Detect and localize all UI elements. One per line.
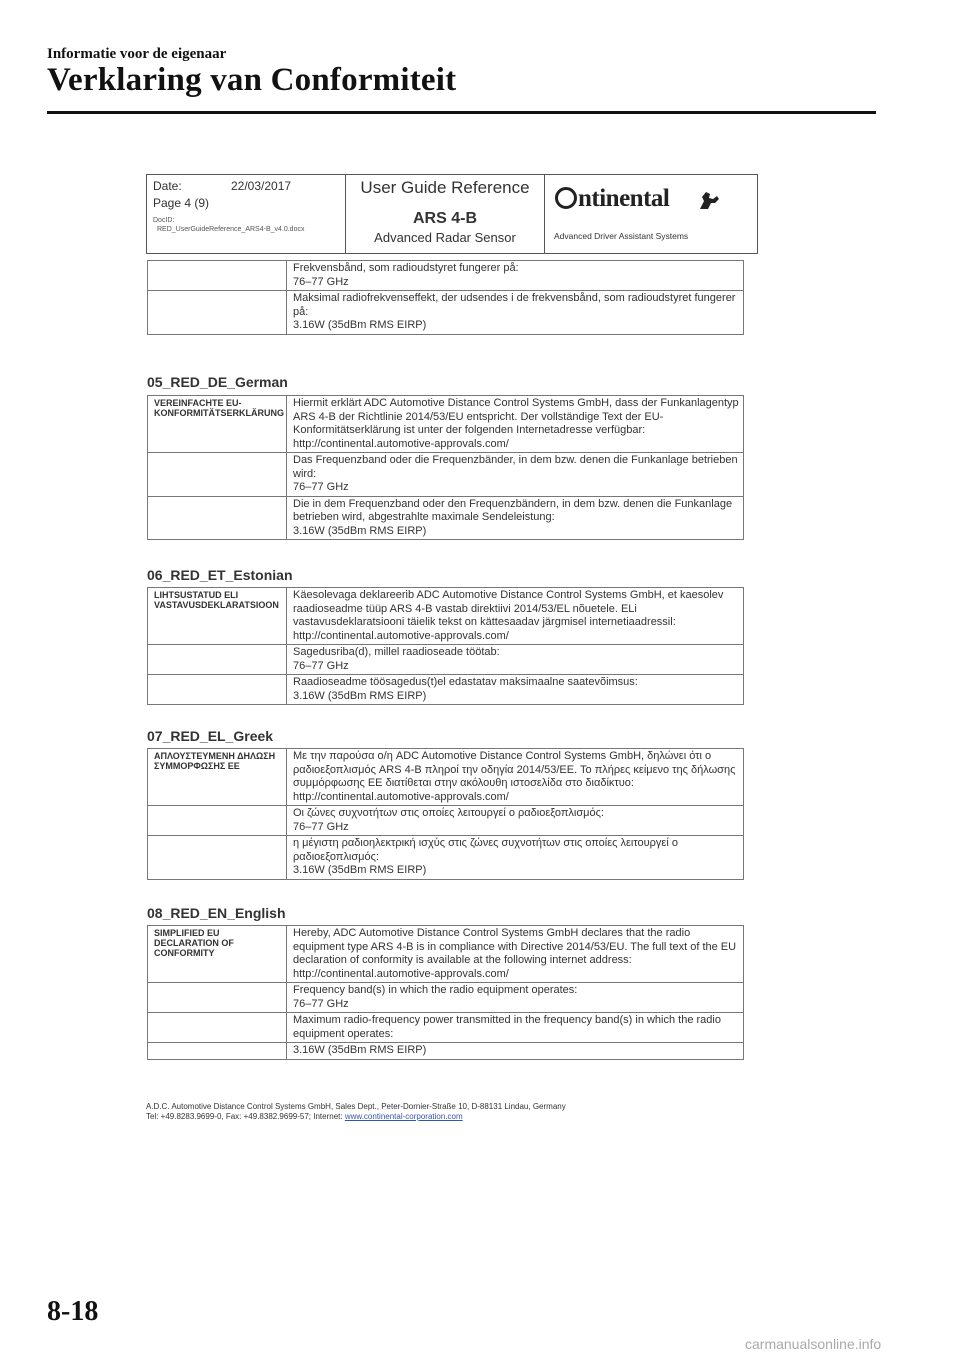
table-row bbox=[148, 806, 744, 836]
row-label bbox=[148, 291, 287, 335]
table-row bbox=[148, 1043, 744, 1060]
watermark: carmanualsonline.info bbox=[745, 1336, 882, 1352]
row-content bbox=[287, 261, 744, 291]
row-label bbox=[148, 496, 287, 540]
footer-website-link[interactable]: www.continental-corporation.com bbox=[344, 1112, 463, 1121]
brand-text: ntinental bbox=[578, 185, 670, 212]
page-number: 8-18 bbox=[47, 1296, 99, 1327]
row-text: Frekvensbånd, som radioudstyret fungerer på: bbox=[293, 262, 519, 274]
heading-greek: 07_RED_EL_Greek bbox=[147, 728, 274, 744]
row-text: Με την παρούσα ο/η ADC Automotive Distance Control Systems GmbH, δηλώνει ότι ο ραδιοεξοπλισμός ARS 4-B πληροί την οδηγία 2014/53/ΕΕ. Το πλήρες κείμενο της δήλωσης συμμόρφωσης ΕΕ διατίθεται στην ακόλουθη ιστοσελίδα στο διαδίκτυο: bbox=[293, 750, 736, 789]
row-text: Maksimal radiofrekvenseffekt, der udsendes i de frekvensbånd, som radioudstyret fungerer på: bbox=[293, 292, 736, 318]
table-row bbox=[148, 645, 744, 675]
row-content bbox=[287, 983, 744, 1013]
section-label: Informatie voor de eigenaar bbox=[47, 46, 227, 62]
table-row bbox=[148, 983, 744, 1013]
row-value: http://continental.automotive-approvals.com/ bbox=[293, 437, 509, 450]
row-label bbox=[148, 806, 287, 836]
continental-logo bbox=[555, 185, 669, 213]
row-label bbox=[148, 983, 287, 1013]
row-value: 76–77 GHz bbox=[293, 481, 349, 493]
table-row bbox=[148, 675, 744, 705]
row-value: http://continental.automotive-approvals.com/ bbox=[293, 967, 509, 980]
date-value: 22/03/2017 bbox=[231, 179, 292, 193]
row-text: Käesolevaga deklareerib ADC Automotive Distance Control Systems GmbH, et kaesolev raadioseadme tüüp ARS 4-B vastab direktiivi 2014/53/EL nõuetele. ELi vastavusdeklaratsiooni täielik tekst on kättesaadav järgmisel internetiaadressil: bbox=[293, 589, 724, 628]
heading-estonian: 06_RED_ET_Estonian bbox=[147, 567, 293, 583]
row-label bbox=[148, 261, 287, 291]
row-content bbox=[287, 396, 744, 453]
row-content bbox=[287, 645, 744, 675]
row-value: 76–77 GHz bbox=[293, 275, 349, 288]
row-text: Hereby, ADC Automotive Distance Control Systems GmbH declares that the radio equipment type ARS 4-B is in compliance with Directive 2014/53/EU. The full text of the EU declaration of conformity is available at the following internet address: bbox=[293, 927, 737, 966]
row-label bbox=[148, 675, 287, 705]
footer-phone: Tel: +49.8283.9699-0, Fax: +49.8382.9699-57; Internet: bbox=[146, 1112, 345, 1121]
table-row bbox=[148, 836, 744, 880]
brand-cell bbox=[545, 175, 757, 253]
table-row bbox=[148, 291, 744, 335]
row-value: 76–77 GHz bbox=[293, 820, 349, 833]
row-label: LIHTSUSTATUD ELI VASTAVUSDEKLARATSIOON bbox=[148, 588, 287, 645]
company-footer bbox=[146, 1102, 566, 1122]
footer-contact bbox=[146, 1112, 566, 1122]
logo-c-icon bbox=[555, 187, 577, 209]
table-row bbox=[148, 749, 744, 806]
row-value: 76–77 GHz bbox=[293, 997, 349, 1010]
row-text: Die in dem Frequenzband oder den Frequenzbändern, in dem bzw. denen die Funkanlage betrieben wird, abgestrahlte maximale Sendeleistung: bbox=[293, 497, 733, 523]
row-content bbox=[287, 1013, 744, 1043]
date-label: Date: bbox=[153, 179, 182, 193]
row-label bbox=[148, 1013, 287, 1043]
table-row bbox=[148, 261, 744, 291]
row-label bbox=[148, 836, 287, 880]
row-content bbox=[287, 496, 744, 540]
docid bbox=[153, 216, 339, 234]
table-row bbox=[148, 453, 744, 497]
table-greek bbox=[147, 748, 744, 880]
row-content bbox=[287, 926, 744, 983]
table-danish bbox=[147, 260, 744, 335]
table-english bbox=[147, 925, 744, 1060]
page-ref: Page 4 (9) bbox=[153, 196, 210, 210]
row-text: 3.16W (35dBm RMS EIRP) bbox=[293, 1044, 427, 1056]
row-content bbox=[287, 836, 744, 880]
row-text: Raadioseadme töösagedus(t)el edastatav maksimaalne saatevõimsus: bbox=[293, 676, 638, 688]
horse-icon bbox=[697, 189, 721, 211]
row-value: 3.16W (35dBm RMS EIRP) bbox=[293, 689, 427, 702]
table-row bbox=[148, 926, 744, 983]
doc-title-cell bbox=[346, 175, 545, 253]
row-text: Hiermit erklärt ADC Automotive Distance Control Systems GmbH, dass der Funkanlagentyp ARS 4-B der Richtlinie 2014/53/EU entspricht. Der vollständige Text der EU-Konformitätserklärung ist unter der folgenden Internetadresse verfügbar: bbox=[293, 397, 739, 436]
product-description: Advanced Radar Sensor bbox=[374, 230, 516, 245]
row-label: SIMPLIFIED EU DECLARATION OF CONFORMITY bbox=[148, 926, 287, 983]
row-content bbox=[287, 806, 744, 836]
heading-english: 08_RED_EN_English bbox=[147, 905, 286, 921]
row-value: 3.16W (35dBm RMS EIRP) bbox=[293, 864, 427, 876]
table-row bbox=[148, 396, 744, 453]
docid-label: DocID: bbox=[153, 217, 175, 224]
row-text: Sagedusriba(d), millel raadioseade töötab: bbox=[293, 646, 500, 658]
product-name: ARS 4-B bbox=[412, 210, 477, 227]
row-text: η μέγιστη ραδιοηλεκτρική ισχύς στις ζώνες συχνοτήτων στις οποίες λειτουργεί ο ραδιοεξοπλισμός: bbox=[293, 837, 678, 863]
table-estonian bbox=[147, 587, 744, 705]
row-content bbox=[287, 1043, 744, 1060]
row-label bbox=[148, 1043, 287, 1060]
table-row bbox=[148, 588, 744, 645]
table-german bbox=[147, 395, 744, 540]
row-text: Das Frequenzband oder die Frequenzbänder, in dem bzw. denen die Funkanlage betrieben wird: bbox=[293, 454, 738, 480]
brand-tagline: Advanced Driver Assistant Systems bbox=[554, 231, 689, 241]
row-value: 76–77 GHz bbox=[293, 659, 349, 672]
row-value: 3.16W (35dBm RMS EIRP) bbox=[293, 524, 427, 537]
title-rule bbox=[47, 111, 876, 114]
row-content bbox=[287, 453, 744, 497]
row-content bbox=[287, 675, 744, 705]
doc-header bbox=[146, 174, 758, 254]
row-label bbox=[148, 645, 287, 675]
row-text: Maximum radio-frequency power transmitted in the frequency band(s) in which the radio equipment operates: bbox=[293, 1014, 721, 1040]
doc-meta-cell bbox=[147, 175, 346, 253]
row-content bbox=[287, 291, 744, 335]
row-label: ΑΠΛΟΥΣΤΕΥΜΕΝΗ ΔΗΛΩΣΗ ΣΥΜΜΟΡΦΩΣΗΣ ΕΕ bbox=[148, 749, 287, 806]
row-label bbox=[148, 453, 287, 497]
row-value: http://continental.automotive-approvals.com/ bbox=[293, 790, 509, 803]
row-value: http://continental.automotive-approvals.com/ bbox=[293, 629, 509, 642]
row-value: 3.16W (35dBm RMS EIRP) bbox=[293, 319, 427, 331]
docid-value: RED_UserGuideReference_ARS4-B_v4.0.docx bbox=[157, 226, 305, 233]
row-label: VEREINFACHTE EU-KONFORMITÄTSERKLÄRUNG bbox=[148, 396, 287, 453]
guide-title: User Guide Reference bbox=[360, 178, 530, 197]
row-text: Frequency band(s) in which the radio equipment operates: bbox=[293, 984, 578, 996]
row-content bbox=[287, 749, 744, 806]
table-row bbox=[148, 496, 744, 540]
heading-german: 05_RED_DE_German bbox=[147, 374, 288, 390]
table-row bbox=[148, 1013, 744, 1043]
row-content bbox=[287, 588, 744, 645]
page-title: Verklaring van Conformiteit bbox=[47, 62, 457, 98]
footer-address: A.D.C. Automotive Distance Control Systems GmbH, Sales Dept., Peter-Dornier-Straße 10, D-88131 Lindau, Germany bbox=[146, 1102, 566, 1111]
row-text: Οι ζώνες συχνοτήτων στις οποίες λειτουργεί ο ραδιοεξοπλισμός: bbox=[293, 807, 604, 819]
